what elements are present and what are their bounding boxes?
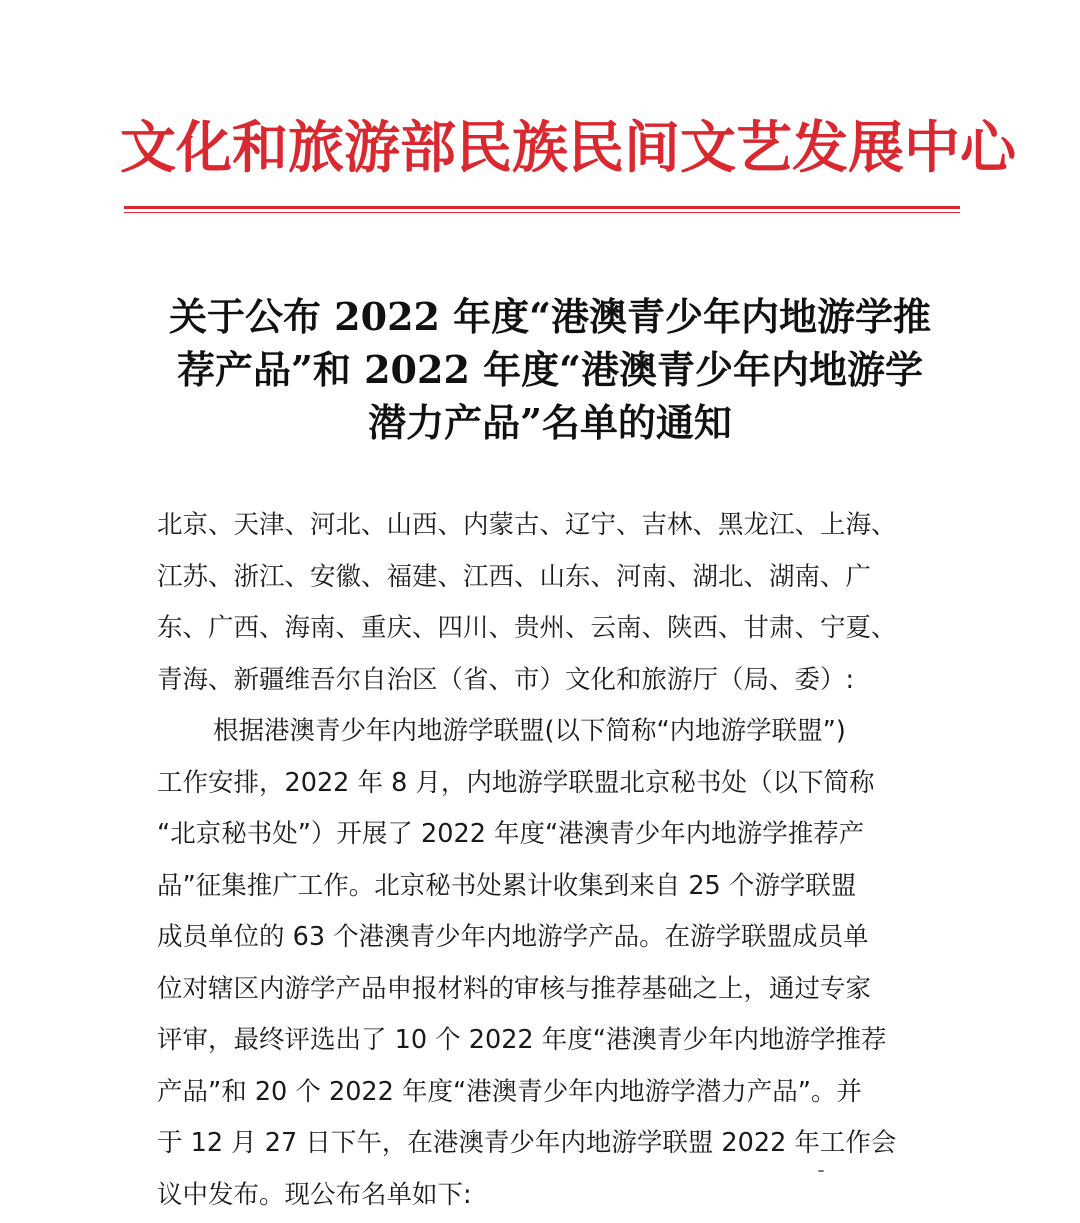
paragraph-line: 位对辖区内游学产品申报材料的审核与推荐基础之上，通过专家 [157,973,872,1004]
paragraph-line: “北京秘书处”）开展了 2022 年度“港澳青少年内地游学推荐产 [157,819,865,849]
notice-title-line: 关于公布 2022 年度“港澳青少年内地游学推 [168,294,932,339]
letterhead-red-rule-thin [124,212,960,213]
paragraph-line: 成员单位的 63 个港澳青少年内地游学产品。在游学联盟成员单 [157,922,869,952]
paragraph-line: 评审，最终评选出了 10 个 2022 年度“港澳青少年内地游学推荐 [157,1025,887,1055]
notice-title-line: 潜力产品”名单的通知 [368,400,732,445]
notice-body [157,500,967,1221]
addressee-line: 青海、新疆维吾尔自治区（省、市）文化和旅游厅（局、委）: [157,664,855,695]
paragraph-line: 工作安排，2022 年 8 月，内地游学联盟北京秘书处（以下简称 [157,767,875,798]
letterhead-red-rule-thick [124,206,960,209]
paragraph-line: 产品”和 20 个 2022 年度“港澳青少年内地游学潜力产品”。并 [157,1076,862,1107]
addressee-line: 北京、天津、河北、山西、内蒙古、辽宁、吉林、黑龙江、上海、 [157,510,897,540]
issuer-letterhead: 文化和旅游部民族民间文艺发展中心 [120,115,1016,181]
paragraph-line: 议中发布。现公布名单如下: [157,1179,472,1210]
addressee-line: 东、广西、海南、重庆、四川、贵州、云南、陕西、甘肃、宁夏、 [157,613,897,643]
paragraph-line: 于 12 月 27 日下午，在港澳青少年内地游学联盟 2022 年工作会 [157,1128,897,1158]
paragraph-line: 品”征集推广工作。北京秘书处累计收集到来自 25 个游学联盟 [157,870,857,901]
addressee-line: 江苏、浙江、安徽、福建、江西、山东、河南、湖北、湖南、广 [157,561,872,592]
paragraph-line: 根据港澳青少年内地游学联盟(以下简称“内地游学联盟”) [213,716,846,746]
notice-title [140,290,960,449]
notice-title-line: 荐产品”和 2022 年度“港澳青少年内地游学 [177,347,923,392]
scan-speck [818,1170,824,1172]
